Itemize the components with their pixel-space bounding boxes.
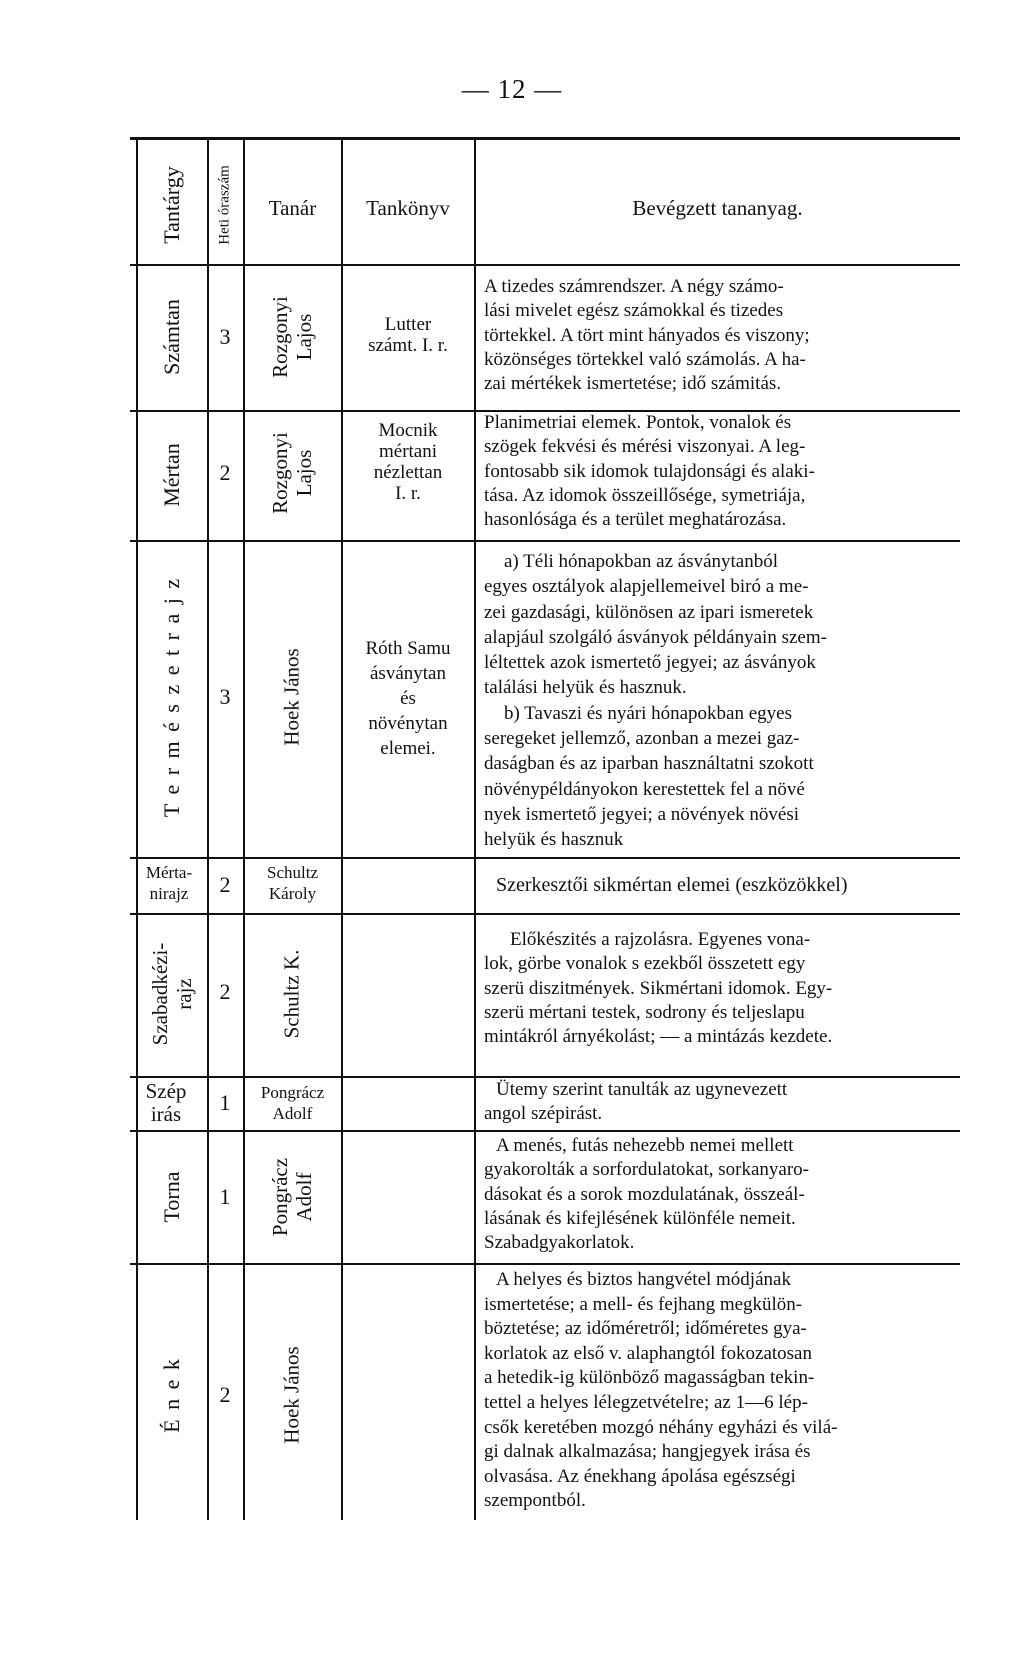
- textbook-cell: Róth Samu ásványtan és növénytan elemei.: [365, 638, 451, 759]
- hours-cell: 1: [219, 1090, 231, 1115]
- col-rule: [243, 140, 245, 1520]
- subject-mertanirajz: Mérta- nirajz: [145, 863, 193, 903]
- header-textbook: Tankönyv: [366, 196, 450, 220]
- row-rule: [130, 913, 960, 915]
- subject-termeszetrajz: T e r m é s z e t r a j z: [159, 576, 184, 818]
- header-rule: [130, 264, 960, 266]
- teacher-cell: Hoek János: [279, 1346, 304, 1444]
- hours-cell: 3: [219, 324, 231, 349]
- hours-cell: 2: [219, 872, 231, 897]
- material-szabadkezirajz: Előkészités a rajzolásra. Egyenes vona- lok, görbe vonalok s ezekből összetett egy szerü diszitmények. Sikmértani idomok. Egy- szerü mértani testek, sodrony és teljeslapu mintákról árnyékolást; — a mintázás kezdete.: [484, 929, 833, 1048]
- material-mertan: Planimetriai elemek. Pontok, vonalok és szögek fekvési és mérési viszonyai. A leg- fontosabb sik idomok tulajdonsági és alaki- tása. Az idomok összeillősége, symetriája, hasonlósága és a terület meghatározása.: [484, 412, 815, 531]
- col-rule: [474, 140, 476, 1520]
- textbook-cell: Mocnik mértani nézlettan I. r.: [373, 420, 443, 504]
- material-enek: A helyes és biztos hangvétel módjának ismertetése; a mell- és fejhang megkülön- böztetése; az időméretről; időméretes gya- korlatok az első v. alaphangtól fokozatosan a hetedik-ig különböző magasságban tekin- tettel a helyes lélegzetvételre; az 1—6 lép- csők keretében mozgó néhány egyházi és vilá- gi dalnak alkalmazása; hangjegyek irása és olvasása. Az énekhang ápolása egészségi szempontból.: [484, 1269, 838, 1512]
- teacher-cell: Pongrácz Adolf: [268, 1157, 316, 1237]
- page-number: — 12 —: [461, 74, 563, 104]
- row-rule: [130, 540, 960, 542]
- material-torna: A menés, futás nehezebb nemei mellett gyakorolták a sorfordulatokat, sorkanyaro- dásokat és a sorok mozdulatának, összeál- lásának és kifejlésének különféle nemeit. Szabadgyakorlatok.: [484, 1135, 810, 1254]
- header-hours: Heti óraszám: [216, 165, 233, 245]
- teacher-cell: Schultz K.: [279, 949, 304, 1039]
- header-subject: Tantárgy: [159, 166, 184, 244]
- hours-cell: 2: [219, 460, 231, 485]
- hours-cell: 2: [219, 1382, 231, 1407]
- textbook-cell: Lutter számt. I. r.: [368, 314, 448, 356]
- subject-szamtan: Számtan: [159, 299, 184, 375]
- material-szamtan: A tizedes számrendszer. A négy számo- lási mivelet egész számokkal és tizedes törtekkel. A tört mint hányados és viszony; közönséges törtekkel való számolás. A ha- zai mértékek ismertetése; idő számitás.: [484, 276, 810, 395]
- col-rule: [136, 140, 138, 1520]
- col-rule: [207, 140, 209, 1520]
- header-material: Bevégzett tananyag.: [632, 196, 803, 220]
- hours-cell: 2: [219, 979, 231, 1004]
- subject-torna: Torna: [159, 1171, 184, 1223]
- teacher-cell: Hoek János: [279, 648, 304, 746]
- header-teacher: Tanár: [268, 196, 317, 220]
- hours-cell: 1: [219, 1184, 231, 1209]
- subject-mertan: Mértan: [159, 443, 184, 507]
- subject-szepiras: Szép irás: [145, 1079, 187, 1126]
- teacher-cell: Schultz Károly: [267, 863, 318, 903]
- material-mertanirajz: Szerkesztői sikmértan elemei (eszközökkel): [496, 874, 848, 896]
- material-termeszetrajz: a) Téli hónapokban az ásványtanból egyes osztályok alapjellemeivel biró a me- zei gazdasági, különösen az ipari ismeretek alapjául szolgáló ásványok példányain szem- léltettek azok ismertető jegyei; az ásványok találási helyük és hasznuk. b) Tavaszi és nyári hónapokban egyes seregeket jellemző, azonban a mezei gaz- daságban és az iparban használtatni szokott növénypéldányokon kerestettek fel a növé nyek ismertető jegyei; a növények növési helyük és hasznuk: [484, 551, 827, 851]
- subject-szabadkezirajz: Szabadkézi- rajz: [148, 942, 196, 1046]
- teacher-cell: Rozgonyi Lajos: [268, 296, 316, 378]
- subject-enek: É n e k: [159, 1357, 184, 1433]
- top-rule: [130, 137, 960, 140]
- teacher-cell: Pongrácz Adolf: [260, 1083, 325, 1123]
- teacher-cell: Rozgonyi Lajos: [268, 432, 316, 514]
- material-szepiras: Ütemy szerint tanulták az ugynevezett angol szépirást.: [484, 1079, 788, 1125]
- hours-cell: 3: [219, 684, 231, 709]
- row-rule: [130, 857, 960, 859]
- row-rule: [130, 1263, 960, 1265]
- row-rule: [130, 1130, 960, 1132]
